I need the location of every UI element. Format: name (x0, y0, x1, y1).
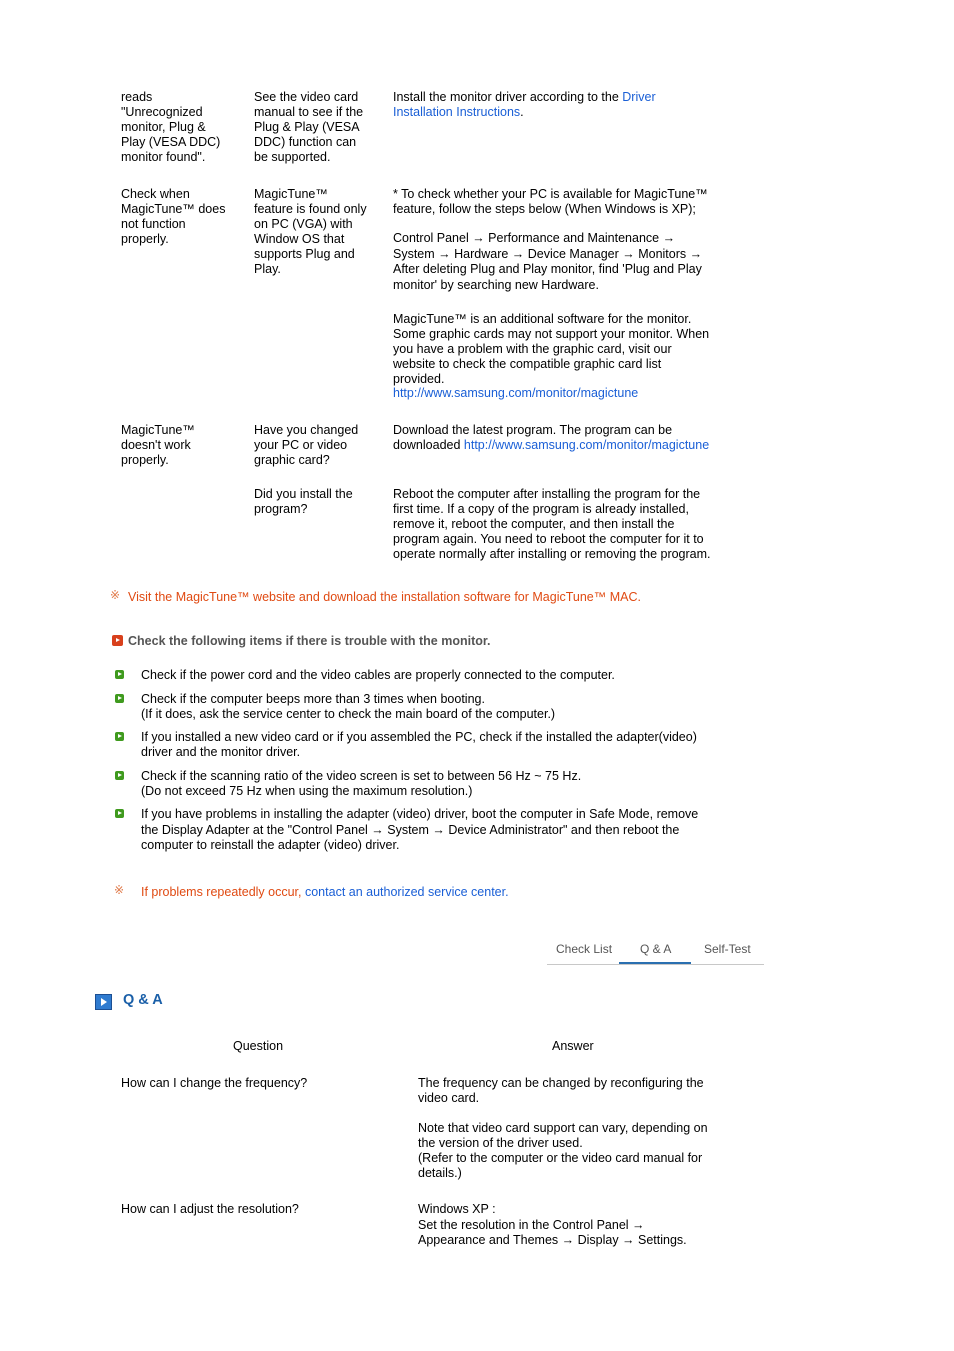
qa-column-answer: Answer (552, 1039, 594, 1053)
qa-arrow-icon (95, 994, 112, 1010)
qa-answer-1-p2: Note that video card support can vary, depending on the version of the driver used. (Refer to the computer or the video card manual for details.) (418, 1121, 708, 1180)
check-item-1: Check if the power cord and the video cables are properly connected to the computer. (141, 668, 615, 682)
qa-column-question: Question (233, 1039, 284, 1053)
row3-check: Have you changed your PC or video graphic card? (254, 423, 359, 467)
row2-solution-p1: * To check whether your PC is available for MagicTune™ feature, follow the steps below (When Windows is XP); (393, 187, 708, 216)
row2-symptom: Check when MagicTune™ does not function properly. (121, 187, 226, 246)
row2-solution-p3: MagicTune™ is an additional software for the monitor. Some graphic cards may not support your monitor. When you have a problem with the graphic card, visit our website to check the compatible graphic card list provided. (393, 312, 710, 386)
check-item-5: If you have problems in installing the adapter (video) driver, boot the computer in Safe Mode, remove the Display Adapter at the "Control Panel → System → Device Administrator" and then reboot the computer to reinstall the adapter (video) driver. (141, 807, 699, 852)
qa-answer-1-p1: The frequency can be changed by reconfiguring the video card. (418, 1076, 704, 1105)
check-heading: Check the following items if there is trouble with the monitor. (128, 634, 491, 648)
row2-solution-p2: Control Panel → Performance and Maintenance → System → Hardware → Device Manager → Monitors → After deleting Plug and Play monitor, find 'Plug and Play monitor' by searching new Hardware. (393, 231, 703, 292)
driver-installation-link[interactable]: Driver Installation Instructions (393, 90, 656, 119)
qa-title: Q & A (123, 992, 163, 1008)
service-center-link[interactable]: contact an authorized service center. (304, 885, 509, 899)
note-star-icon: ※ (110, 588, 121, 602)
row4-solution: Reboot the computer after installing the program for the first time. If a copy of the program is already installed, remove it, reboot the computer, and then install the program again. You need to reboot the computer for it to operate normally after installing or removing the program. (393, 487, 711, 561)
check-item-4: Check if the scanning ratio of the video screen is set to between 56 Hz ~ 75 Hz. (Do not exceed 75 Hz when using the maximum resolution.) (141, 769, 582, 798)
magictune-link-1[interactable]: http://www.samsung.com/monitor/magictune (393, 386, 639, 400)
bullet-icon (115, 670, 124, 679)
qa-question-2: How can I adjust the resolution? (121, 1202, 299, 1216)
tab-self-test[interactable]: Self-Test (704, 942, 751, 956)
row3-symptom: MagicTune™ doesn't work properly. (121, 423, 195, 467)
magictune-link-2[interactable]: http://www.samsung.com/monitor/magictune (463, 438, 710, 452)
check-item-3: If you installed a new video card or if you assembled the PC, check if the installed the adapter(video) driver and the monitor driver. (141, 730, 697, 759)
bullet-icon (115, 694, 124, 703)
service-note: If problems repeatedly occur, contact an authorized service center. (141, 885, 509, 899)
note-star-icon: ※ (114, 883, 125, 897)
red-arrow-icon (112, 635, 123, 646)
row2-check: MagicTune™ feature is found only on PC (VGA) with Window OS that supports Plug and Play. (254, 187, 367, 276)
row1-solution: Install the monitor driver according to the Driver Installation Instructions. (393, 90, 656, 119)
bullet-icon (115, 732, 124, 741)
tab-bar (547, 936, 764, 965)
row3-solution: Download the latest program. The program can be downloaded http://www.samsung.com/monitor/magictune (393, 423, 710, 452)
tab-qa[interactable]: Q & A (640, 942, 672, 956)
row1-check: See the video card manual to see if the Plug & Play (VESA DDC) function can be supported. (254, 90, 364, 164)
mac-note[interactable]: Visit the MagicTune™ website and download the installation software for MagicTune™ MAC. (128, 590, 641, 604)
qa-answer-2: Windows XP : Set the resolution in the Control Panel → Appearance and Themes → Display → Settings. (418, 1202, 687, 1247)
bullet-icon (115, 771, 124, 780)
row1-symptom: reads "Unrecognized monitor, Plug & Play (VESA DDC) monitor found". (121, 90, 221, 164)
bullet-icon (115, 809, 124, 818)
check-item-2: Check if the computer beeps more than 3 times when booting. (If it does, ask the service center to check the main board of the computer.) (141, 692, 556, 721)
qa-question-1: How can I change the frequency? (121, 1076, 308, 1090)
active-tab-indicator (619, 962, 691, 964)
tab-check-list[interactable]: Check List (556, 942, 613, 956)
row4-check: Did you install the program? (254, 487, 353, 516)
